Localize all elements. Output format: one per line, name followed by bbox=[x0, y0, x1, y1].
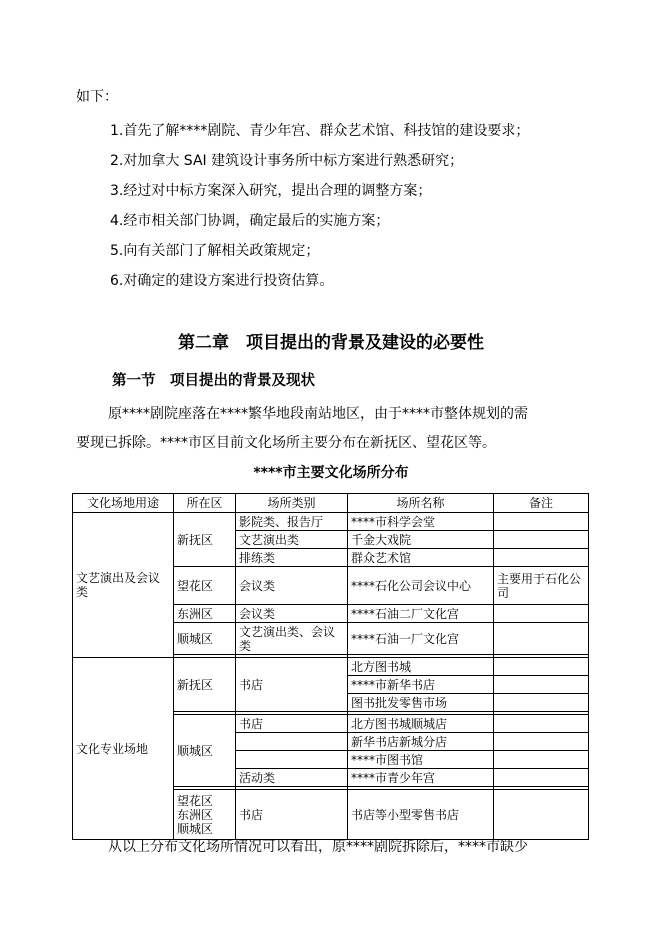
header-cell: 备注 bbox=[494, 494, 589, 513]
district-cell: 东洲区 bbox=[174, 605, 236, 623]
type-cell: 书店 bbox=[236, 658, 348, 712]
note-cell bbox=[494, 658, 589, 676]
table-row bbox=[73, 513, 589, 531]
use-cell: 文化专业场地 bbox=[73, 658, 174, 840]
district-line: 望花区 bbox=[177, 793, 214, 808]
note-cell bbox=[494, 513, 589, 531]
type-cell: 书店 bbox=[236, 715, 348, 733]
note-cell: 主要用于石化公司 bbox=[494, 567, 589, 605]
district-cell bbox=[174, 790, 236, 840]
type-cell bbox=[236, 751, 348, 769]
chapter-title: 第二章 项目提出的背景及建设的必要性 bbox=[178, 333, 484, 353]
name-cell: ****石化公司会议中心 bbox=[348, 567, 494, 605]
name-cell: 图书批发零售市场 bbox=[348, 694, 494, 712]
note-cell bbox=[494, 733, 589, 751]
type-cell: 书店 bbox=[236, 790, 348, 840]
name-cell: 北方图书城 bbox=[348, 658, 494, 676]
header-cell: 所在区 bbox=[174, 494, 236, 513]
name-cell: ****石油一厂文化宫 bbox=[348, 623, 494, 655]
name-cell: ****石油二厂文化宫 bbox=[348, 605, 494, 623]
type-cell: 影院类、报告厅 bbox=[236, 513, 348, 531]
header-cell: 文化场地用途 bbox=[73, 494, 174, 513]
district-cell: 顺城区 bbox=[174, 623, 236, 655]
closing-text: 从以上分布文化场所情况可以看出，原****剧院拆除后，****市缺少 bbox=[108, 839, 528, 855]
note-cell bbox=[494, 623, 589, 655]
note-cell bbox=[494, 694, 589, 712]
use-cell: 文艺演出及会议类 bbox=[73, 513, 174, 658]
type-cell: 文艺演出类、会议类 bbox=[236, 623, 348, 655]
type-cell: 排练类 bbox=[236, 549, 348, 567]
name-cell: 北方图书城顺城店 bbox=[348, 715, 494, 733]
table-caption: ****市主要文化场所分布 bbox=[253, 465, 409, 481]
step-item: 4.经市相关部门协调，确定最后的实施方案； bbox=[110, 213, 390, 229]
type-cell: 文艺演出类 bbox=[236, 531, 348, 549]
name-cell: 书店等小型零售书店 bbox=[348, 790, 494, 840]
name-cell: 群众艺术馆 bbox=[348, 549, 494, 567]
header-cell: 场所名称 bbox=[348, 494, 494, 513]
district-cell: 新抚区 bbox=[174, 513, 236, 567]
intro-text: 如下： bbox=[76, 89, 118, 105]
name-cell: ****市青少年宫 bbox=[348, 769, 494, 787]
step-item: 2.对加拿大 SAI 建筑设计事务所中标方案进行熟悉研究； bbox=[110, 153, 464, 169]
header-cell: 场所类别 bbox=[236, 494, 348, 513]
section-title: 第一节 项目提出的背景及现状 bbox=[112, 373, 315, 389]
note-cell bbox=[494, 676, 589, 694]
name-cell: 千金大戏院 bbox=[348, 531, 494, 549]
note-cell bbox=[494, 751, 589, 769]
note-cell bbox=[494, 531, 589, 549]
step-item: 3.经过对中标方案深入研究，提出合理的调整方案； bbox=[110, 183, 432, 199]
name-cell: ****市科学会堂 bbox=[348, 513, 494, 531]
district-line: 东洲区 bbox=[177, 807, 214, 822]
step-item: 6.对确定的建设方案进行投资估算。 bbox=[110, 273, 334, 289]
step-item: 1.首先了解****剧院、青少年宫、群众艺术馆、科技馆的建设要求； bbox=[110, 123, 530, 139]
table-header-row bbox=[73, 494, 589, 513]
type-cell: 会议类 bbox=[236, 605, 348, 623]
type-cell bbox=[236, 733, 348, 751]
district-cell: 望花区 bbox=[174, 567, 236, 605]
paragraph-line-1: 原****剧院座落在****繁华地段南站地区，由于****市整体规划的需 bbox=[108, 406, 528, 422]
type-cell: 活动类 bbox=[236, 769, 348, 787]
name-cell: ****市新华书店 bbox=[348, 676, 494, 694]
type-cell: 会议类 bbox=[236, 567, 348, 605]
district-cell: 新抚区 bbox=[174, 658, 236, 712]
paragraph-line-2: 要现已拆除。****市区目前文化场所主要分布在新抚区、望花区等。 bbox=[76, 435, 496, 451]
name-cell: 新华书店新城分店 bbox=[348, 733, 494, 751]
note-cell bbox=[494, 549, 589, 567]
note-cell bbox=[494, 715, 589, 733]
note-cell bbox=[494, 769, 589, 787]
note-cell bbox=[494, 790, 589, 840]
table-row bbox=[73, 658, 589, 676]
district-line: 顺城区 bbox=[177, 821, 214, 836]
step-item: 5.向有关部门了解相关政策规定； bbox=[110, 243, 320, 259]
name-cell: ****市图书馆 bbox=[348, 751, 494, 769]
district-cell: 顺城区 bbox=[174, 715, 236, 787]
note-cell bbox=[494, 605, 589, 623]
venue-table bbox=[72, 493, 589, 840]
